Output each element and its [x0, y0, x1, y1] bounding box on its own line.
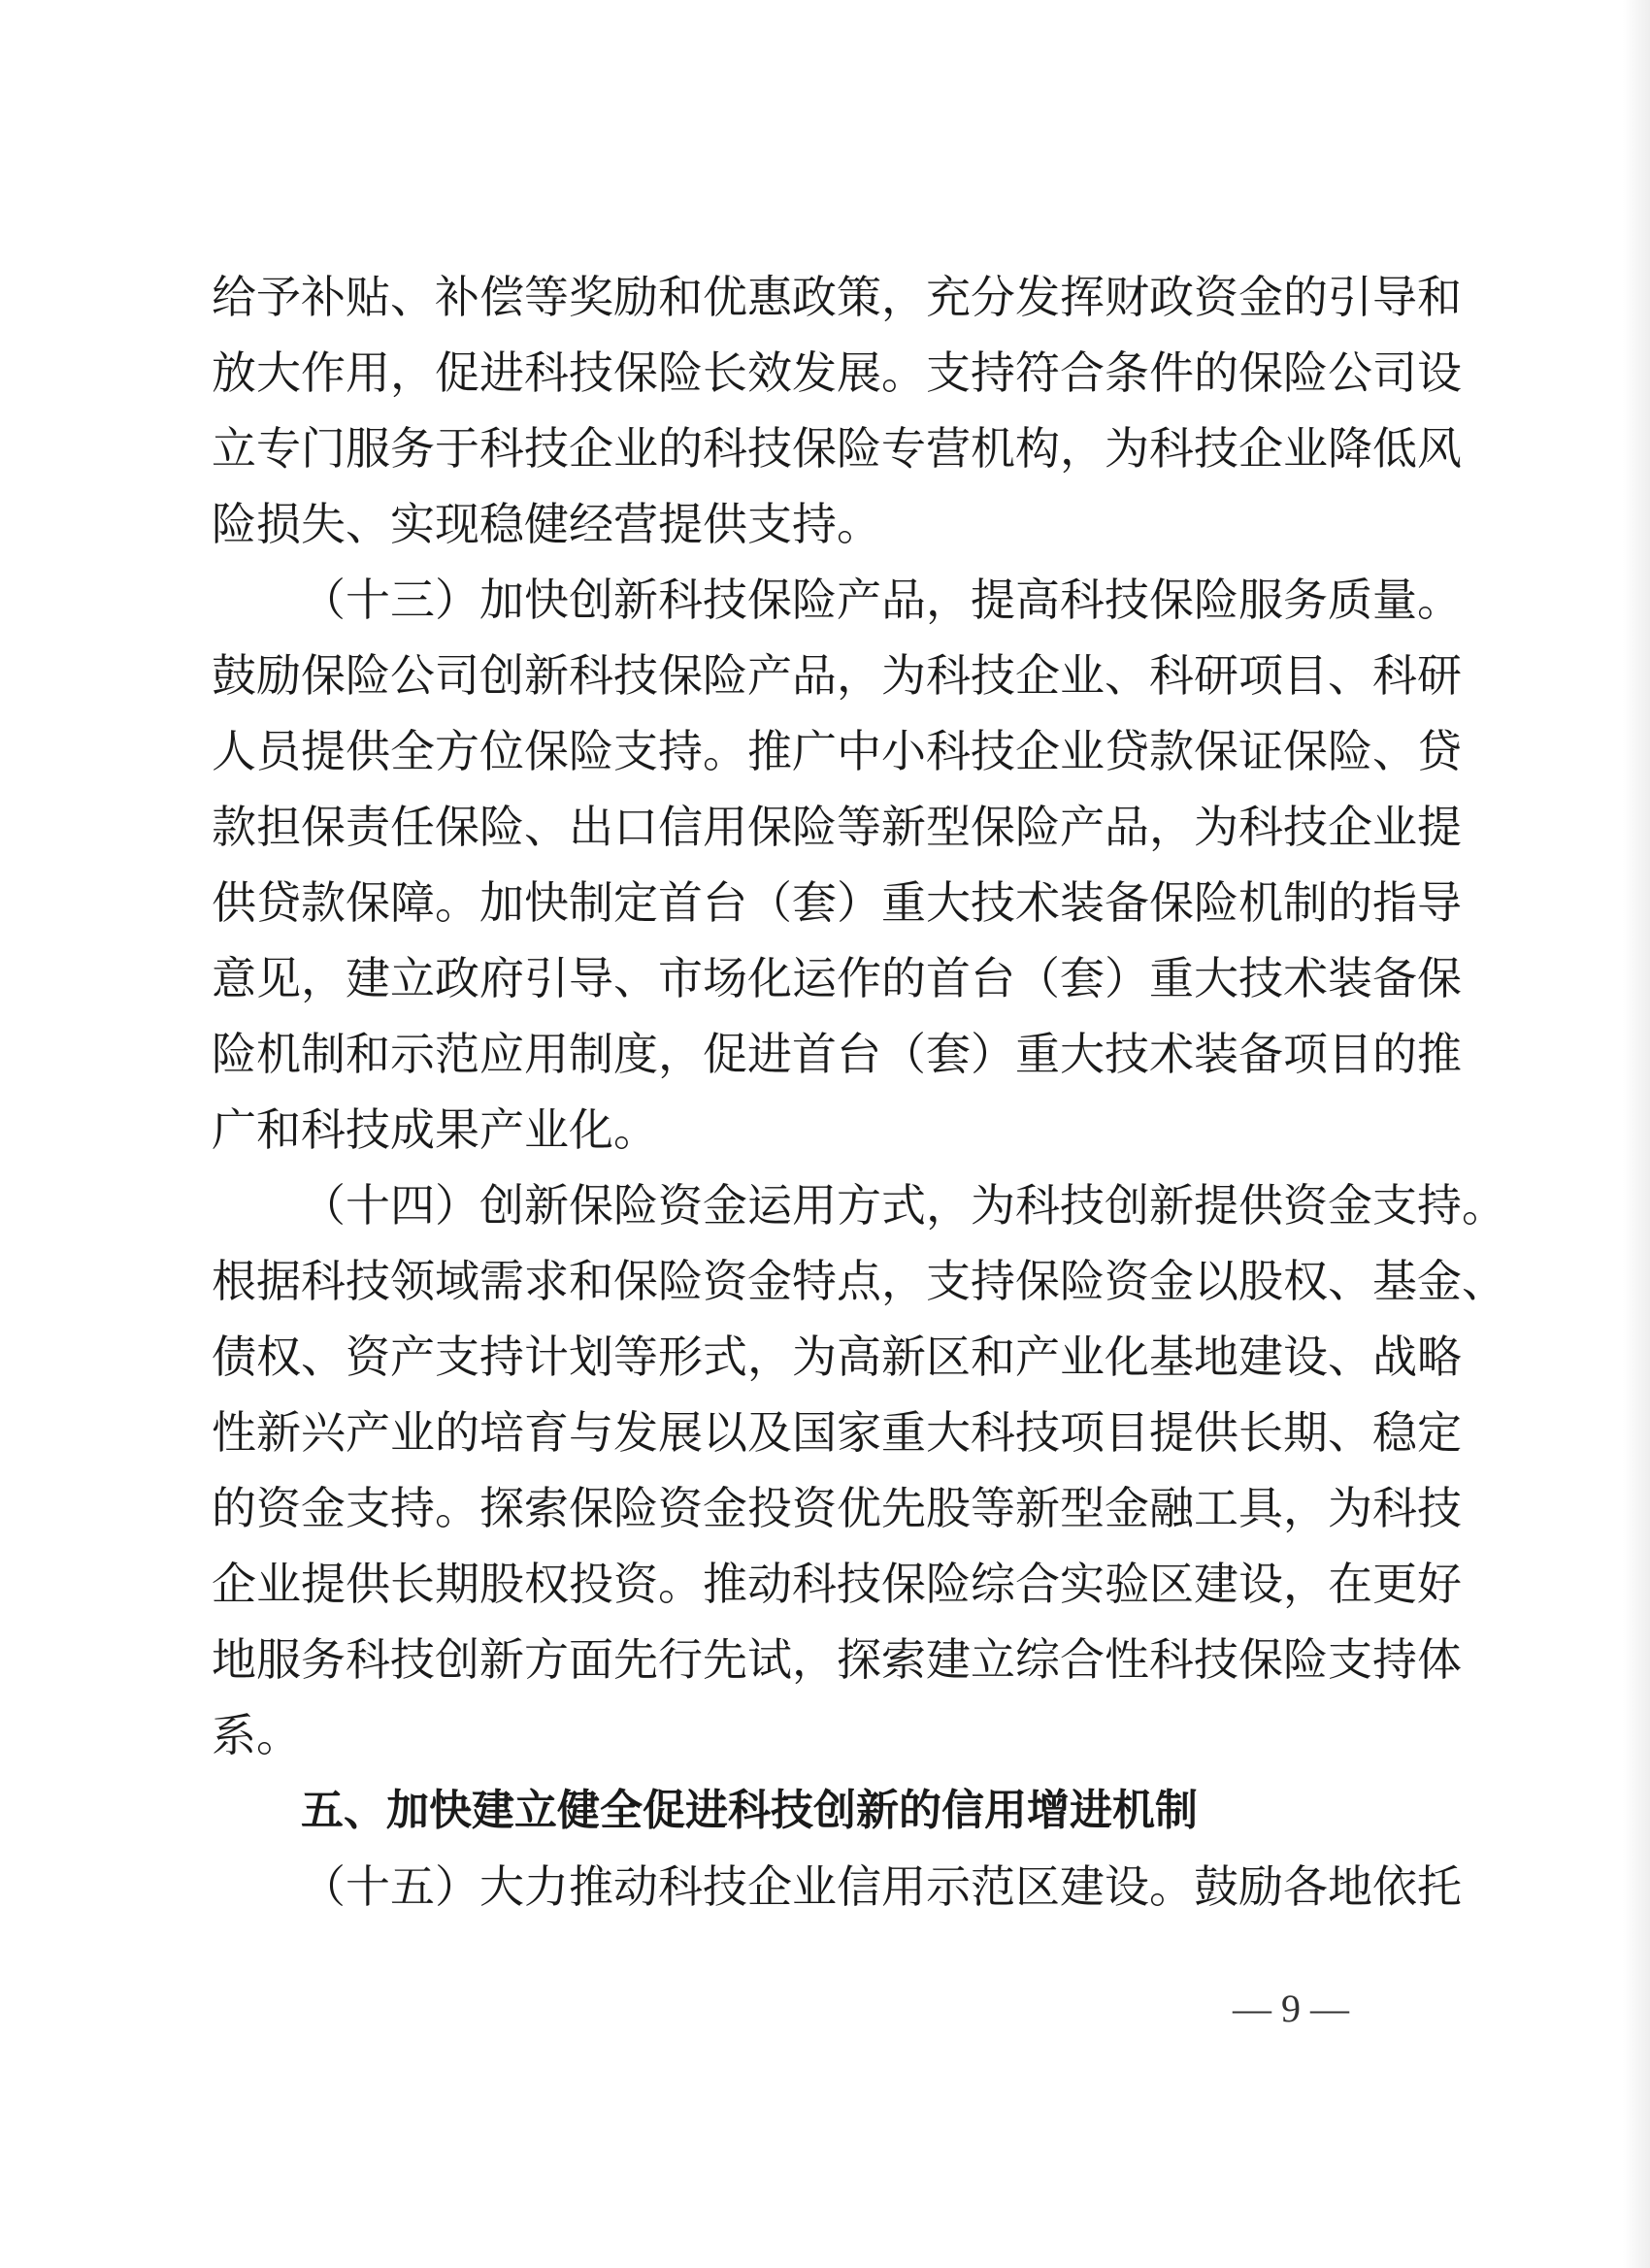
text-line: 鼓励保险公司创新科技保险产品，为科技企业、科研项目、科研: [212, 649, 1462, 702]
text-line: 给予补贴、补偿等奖励和优惠政策，充分发挥财政资金的引导和: [212, 271, 1462, 323]
text-line: 款担保责任保险、出口信用保险等新型保险产品，为科技企业提: [212, 801, 1462, 853]
text-line: 地服务科技创新方面先行先试，探索建立综合性科技保险支持体: [212, 1633, 1462, 1686]
text-line: 的资金支持。探索保险资金投资优先股等新型金融工具，为科技: [212, 1482, 1462, 1534]
text-line: 立专门服务于科技企业的科技保险专营机构，为科技企业降低风: [212, 422, 1462, 475]
section-heading-13: （十三）加快创新科技保险产品，提高科技保险服务质量。: [301, 574, 1462, 626]
text-line: 债权、资产支持计划等形式，为高新区和产业化基地建设、战略: [212, 1331, 1462, 1383]
section-heading-15: （十五）大力推动科技企业信用示范区建设。鼓励各地依托: [301, 1860, 1462, 1913]
text-line: 险机制和示范应用制度，促进首台（套）重大技术装备项目的推: [212, 1028, 1462, 1080]
text-line: 企业提供长期股权投资。推动科技保险综合实验区建设，在更好: [212, 1558, 1462, 1610]
text-line: 意见，建立政府引导、市场化运作的首台（套）重大技术装备保: [212, 952, 1462, 1004]
text-line: 人员提供全方位保险支持。推广中小科技企业贷款保证保险、贷: [212, 725, 1462, 777]
text-line: 根据科技领域需求和保险资金特点，支持保险资金以股权、基金、: [212, 1255, 1506, 1307]
text-line: 广和科技成果产业化。: [212, 1103, 658, 1156]
text-line: 险损失、实现稳健经营提供支持。: [212, 498, 881, 550]
text-line: 放大作用，促进科技保险长效发展。支持符合条件的保险公司设: [212, 346, 1462, 399]
scan-edge: [1623, 0, 1650, 2268]
text-line: 供贷款保障。加快制定首台（套）重大技术装备保险机制的指导: [212, 876, 1462, 929]
text-line: 系。: [212, 1709, 301, 1761]
page-number: — 9 —: [1233, 1987, 1349, 2030]
section-heading-14: （十四）创新保险资金运用方式，为科技创新提供资金支持。: [301, 1179, 1506, 1232]
text-line: 性新兴产业的培育与发展以及国家重大科技项目提供长期、稳定: [212, 1406, 1462, 1459]
chapter-heading: 五、加快建立健全促进科技创新的信用增进机制: [301, 1786, 1198, 1835]
